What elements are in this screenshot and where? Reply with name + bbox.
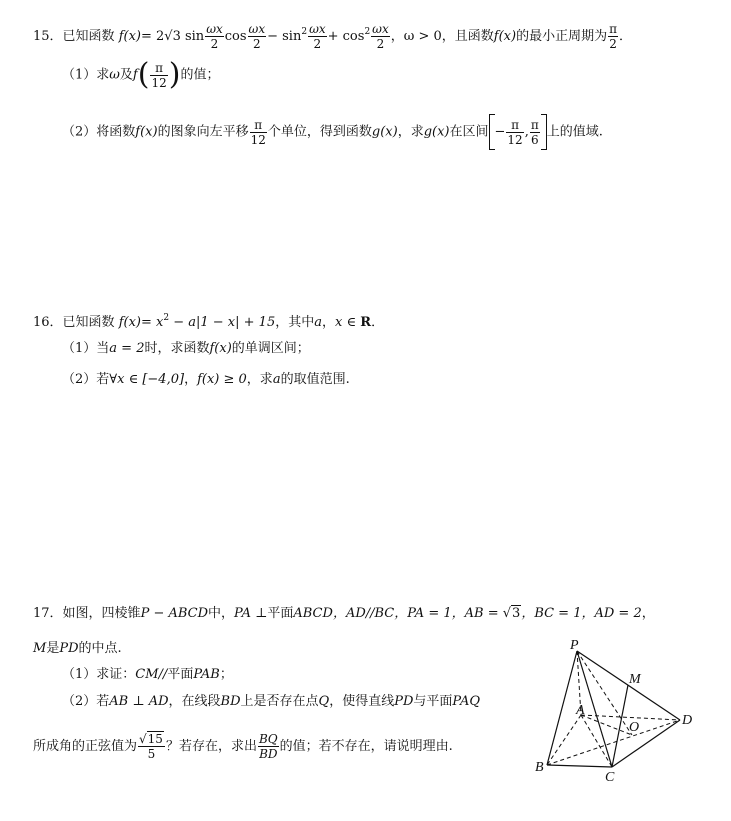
label-p: P bbox=[570, 638, 579, 653]
label-c: C bbox=[605, 770, 615, 785]
q17-number: 17． bbox=[33, 606, 63, 621]
q17-part2: （2）若AB ⊥ AD，在线段BD上是否存在点Q，使得直线PD与平面PAQ bbox=[62, 694, 481, 709]
edge-aq bbox=[581, 715, 632, 735]
label-d: D bbox=[682, 713, 693, 728]
q17-part1: （1）求证：CM//平面PAB； bbox=[62, 667, 233, 682]
q16-part1: （1）当a = 2时，求函数f(x)的单调区间； bbox=[62, 341, 310, 356]
label-b: B bbox=[535, 760, 544, 775]
edge-ab bbox=[547, 715, 581, 765]
q15-number: 15． bbox=[33, 29, 63, 44]
edge-bc bbox=[547, 765, 612, 767]
label-m: M bbox=[629, 672, 641, 687]
edge-cm bbox=[612, 685, 628, 767]
q17-line2: M是PD的中点. bbox=[33, 641, 122, 656]
q16-part2: （2）若∀x ∈ [−4,0]，f(x) ≥ 0，求a的取值范围. bbox=[62, 372, 350, 387]
q15-stem: 15．已知函数 f(x)= 2√3 sin $\frac{\omega x}{2}$ cos $\frac{\omega x}{2}$ − $\sin^2$ $\frac{\omega x}{2}$ + $\cos^2$ $\frac{\omega x}{2}$ ，ω > 0，且函数f(x)的最小正周期为 $\frac{\pi}{2}$ ． bbox=[33, 22, 632, 51]
pyramid-figure bbox=[525, 635, 715, 785]
label-a: A bbox=[576, 703, 585, 718]
edge-ac bbox=[581, 715, 612, 767]
q15-part1: （1）求ω及f( $\frac{\pi}{12}$ )的值； bbox=[62, 57, 220, 92]
label-o: O bbox=[629, 720, 640, 735]
edge-pb bbox=[547, 651, 577, 765]
q17-stem: 17．如图，四棱锥P − ABCD中，PA ⊥平面ABCD，AD//BC，PA = 1，AB = √3，BC = 1，AD = 2， bbox=[33, 606, 655, 621]
q16-stem: 16．已知函数 $f(x)= x^2 - a|1 - x| + 15$，其中a，x ∈ R． bbox=[33, 313, 385, 330]
q16-number: 16． bbox=[33, 315, 63, 330]
q15-part2: （2）将函数f(x)的图象向左平移 $\frac{\pi}{12}$ 个单位，得到函数g(x)，求g(x)在区间 − $\frac{\pi}{12}$ , $\frac{\pi}{6}$ 上的值域. bbox=[62, 114, 603, 150]
q17-line4: 所成角的正弦值为 $\frac{√15}{5}$ ？若存在，求出 $\frac{BQ}{BD}$ 的值；若不存在，请说明理由. bbox=[33, 732, 453, 761]
edge-cd bbox=[612, 720, 680, 767]
